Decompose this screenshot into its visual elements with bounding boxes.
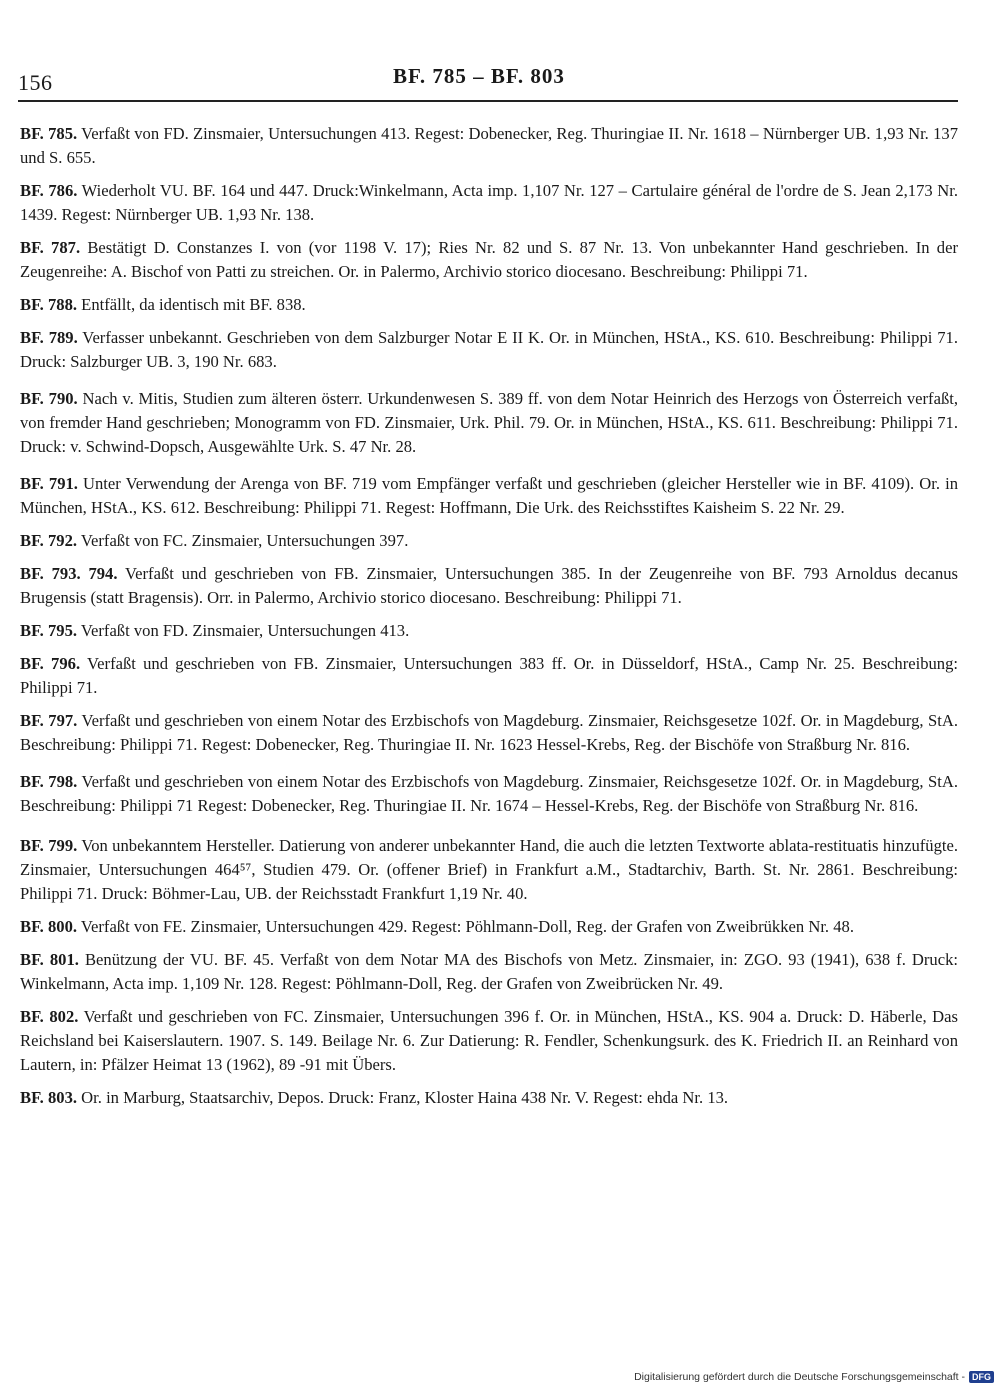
digitization-credit [634,1371,994,1383]
entry [20,915,958,939]
entry [20,293,958,317]
entry [20,652,958,700]
entry-id: BF. 792. [20,531,78,550]
entry-text: Von unbekanntem Hersteller. Datierung von anderer unbekannter Hand, die auch die letzten Textworte ablata-restituatis hinzufügte. Zinsmaier, Untersuchungen 464⁵⁷, Studien 479. Or. (offener Brief) in Frankfurt a.M., Stadtarchiv, Barth. St. Nr. 2861. Beschreibung: Philippi 71. Druck: Böhmer-Lau, UB. der Reichsstadt Frankfurt 1,19 Nr. 40. [20,836,958,903]
entry-text: Verfaßt und geschrieben von einem Notar des Erzbischofs von Magdeburg. Zinsmaier, Reichsgesetze 102f. Or. in Magdeburg, StA. Beschreibung: Philippi 71 Regest: Dobenecker, Reg. Thuringiae II. Nr. 1674 – Hessel-Krebs, Reg. der Bischöfe von Straßburg Nr. 816. [20,772,958,815]
entry-text: Benützung der VU. BF. 45. Verfaßt von dem Notar MA des Bischofs von Metz. Zinsmaier, in: ZGO. 93 (1941), 638 f. Druck: Winkelmann, Acta imp. 1,109 Nr. 128. Regest: Pöhlmann-Doll, Reg. der Grafen von Zweibrücken Nr. 49. [20,950,958,993]
entry-id: BF. 796. [20,654,81,673]
running-head: BF. 785 – BF. 803 [393,64,565,88]
entry [20,948,958,996]
dfg-logo: DFG [969,1371,994,1383]
entry-id: BF. 786. [20,181,78,200]
entry-text: Wiederholt VU. BF. 164 und 447. Druck:Winkelmann, Acta imp. 1,107 Nr. 127 – Cartulaire général de l'ordre de S. Jean 2,173 Nr. 1439. Regest: Nürnberger UB. 1,93 Nr. 138. [20,181,958,224]
entry-id: BF. 797. [20,711,78,730]
entry-id: BF. 791. [20,474,78,493]
entry [20,179,958,227]
entry-text: Entfällt, da identisch mit BF. 838. [77,295,306,314]
page-number: 156 [18,70,53,95]
entry [20,619,958,643]
entry [20,122,958,170]
entry [20,709,958,757]
entry-text: Verfaßt und geschrieben von FB. Zinsmaier, Untersuchungen 383 ff. Or. in Düsseldorf, HStA., Camp Nr. 25. Beschreibung: Philippi 71. [20,654,958,697]
entry-text: Verfasser unbekannt. Geschrieben von dem Salzburger Notar E II K. Or. in München, HStA., KS. 610. Beschreibung: Philippi 71. Druck: Salzburger UB. 3, 190 Nr. 683. [20,328,958,371]
entry-id: BF. 802. [20,1007,79,1026]
entry-id: BF. 801. [20,950,79,969]
entry-id: BF. 788. [20,295,78,314]
entry-text: Verfaßt von FD. Zinsmaier, Untersuchungen 413. Regest: Dobenecker, Reg. Thuringiae II. Nr. 1618 – Nürnberger UB. 1,93 Nr. 137 und S. 655. [20,124,958,167]
entry [20,562,958,610]
entry-id: BF. 803. [20,1088,78,1107]
entry-text: Verfaßt von FD. Zinsmaier, Untersuchungen 413. [77,621,410,640]
entry-text: Verfaßt und geschrieben von einem Notar des Erzbischofs von Magdeburg. Zinsmaier, Reichsgesetze 102f. Or. in Magdeburg, StA. Beschreibung: Philippi 71. Regest: Dobenecker, Reg. Thuringiae II. Nr. 1623 Hessel-Krebs, Reg. der Bischöfe von Straßburg Nr. 816. [20,711,958,754]
entry [20,236,958,284]
credit-text: Digitalisierung gefördert durch die Deutsche Forschungsgemeinschaft - [634,1371,965,1383]
entry [20,834,958,906]
entry [20,770,958,818]
entry-id: BF. 787. [20,238,81,257]
entry-id: BF. 789. [20,328,78,347]
entry [20,472,958,520]
entry-id: BF. 785. [20,124,78,143]
entry-text: Verfaßt und geschrieben von FB. Zinsmaier, Untersuchungen 385. In der Zeugenreihe von BF. 793 Arnoldus decanus Brugensis (statt Bragensis). Orr. in Palermo, Archivio storico diocesano. Beschreibung: Philippi 71. [20,564,958,607]
entry-id: BF. 800. [20,917,78,936]
entry-id: BF. 798. [20,772,78,791]
entry-id: BF. 793. 794. [20,564,118,583]
regest-list [20,122,958,1110]
entry-id: BF. 790. [20,389,78,408]
entry-text: Verfaßt von FE. Zinsmaier, Untersuchungen 429. Regest: Pöhlmann-Doll, Reg. der Grafen von Zweibrükken Nr. 48. [77,917,854,936]
entry-text: Unter Verwendung der Arenga von BF. 719 vom Empfänger verfaßt und geschrieben (gleicher Hersteller wie in BF. 4109). Or. in München, HStA., KS. 612. Beschreibung: Philippi 71. Regest: Hoffmann, Die Urk. des Reichsstiftes Kaisheim S. 22 Nr. 29. [20,474,958,517]
entry [20,1005,958,1077]
entry [20,529,958,553]
entry [20,1086,958,1110]
entry-id: BF. 795. [20,621,78,640]
entry-text: Or. in Marburg, Staatsarchiv, Depos. Druck: Franz, Kloster Haina 438 Nr. V. Regest: ehda Nr. 13. [77,1088,729,1107]
entry-text: Nach v. Mitis, Studien zum älteren österr. Urkundenwesen S. 389 ff. von dem Notar Heinrich des Herzogs von Österreich verfaßt, von fremder Hand geschrieben; Monogramm von FD. Zinsmaier, Urk. Phil. 79. Or. in München, HStA., KS. 611. Beschreibung: Philippi 71. Druck: v. Schwind-Dopsch, Ausgewählte Urk. S. 47 Nr. 28. [20,389,958,456]
entry-text: Bestätigt D. Constanzes I. von (vor 1198 V. 17); Ries Nr. 82 und S. 87 Nr. 13. Von unbekannter Hand geschrieben. In der Zeugenreihe: A. Bischof von Patti zu streichen. Or. in Palermo, Archivio storico diocesano. Beschreibung: Philippi 71. [20,238,958,281]
entry-text: Verfaßt und geschrieben von FC. Zinsmaier, Untersuchungen 396 f. Or. in München, HStA., KS. 904 a. Druck: D. Häberle, Das Reichsland bei Kaiserslautern. 1907. S. 149. Beilage Nr. 6. Zur Datierung: R. Fendler, Schenkungsurk. des K. Friedrich II. an Reinhard von Lautern, in: Pfälzer Heimat 13 (1962), 89 -91 mit Übers. [20,1007,958,1074]
page-header [18,60,958,102]
entry [20,326,958,374]
entry-id: BF. 799. [20,836,78,855]
entry-text: Verfaßt von FC. Zinsmaier, Untersuchungen 397. [77,531,409,550]
entry [20,387,958,459]
